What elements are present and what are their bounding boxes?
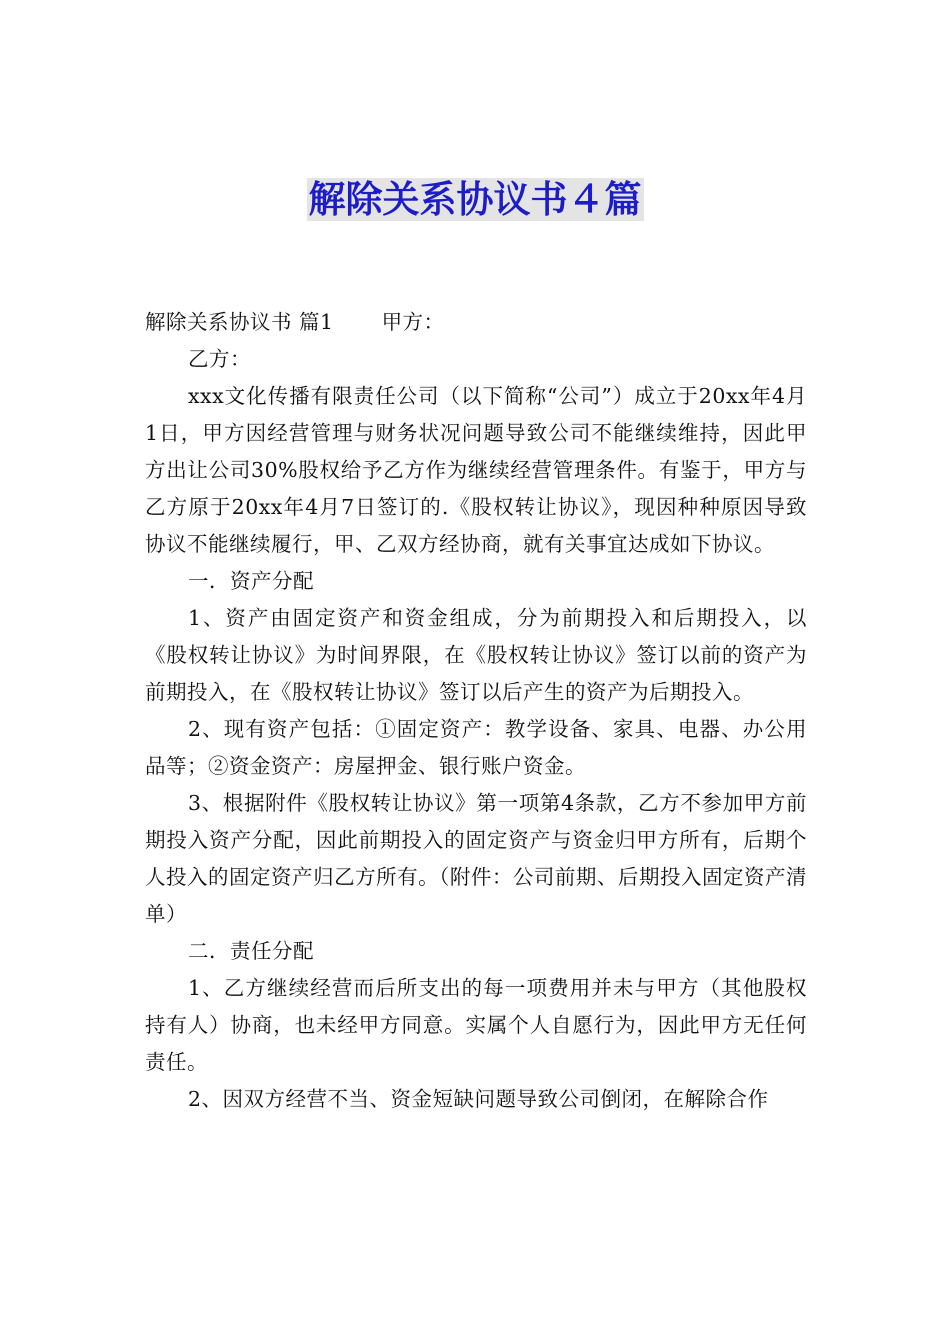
section-heading: 解除关系协议书 篇1 <box>145 310 334 334</box>
liability-clause-1: 1、乙方继续经营而后所支出的每一项费用并未与甲方（其他股权持有人）协商，也未经甲方同意。实属个人自愿行为，因此甲方无任何责任。 <box>145 976 807 1074</box>
party-b-label: 乙方： <box>188 347 251 371</box>
asset-clause-1: 1、资产由固定资产和资金组成，分为前期投入和后期投入，以《股权转让协议》为时间界限，在《股权转让协议》签订以前的资产为前期投入，在《股权转让协议》签订以后产生的资产为后期投入。 <box>145 606 807 704</box>
document-title <box>0 176 950 224</box>
asset-clause-3: 3、根据附件《股权转让协议》第一项第4条款，乙方不参加甲方前期投入资产分配，因此前期投入的固定资产与资金归甲方所有，后期个人投入的固定资产归乙方所有。（附件：公司前期、后期投入固定资产清单） <box>145 791 807 926</box>
document-body <box>145 304 807 1118</box>
document-title-text: 解除关系协议书４篇 <box>308 178 642 221</box>
liability-clause-2: 2、因双方经营不当、资金短缺问题导致公司倒闭，在解除合作 <box>188 1087 769 1111</box>
party-a-label: 甲方： <box>381 310 445 334</box>
intro-paragraph: xxx文化传播有限责任公司（以下简称“公司”）成立于20xx年4月1日，甲方因经营管理与财务状况问题导致公司不能继续维持，因此甲方出让公司30%股权给予乙方作为继续经营管理条件。有鉴于，甲方与乙方原于20xx年4月7日签订的.《股权转让协议》，现因种种原因导致协议不能继续履行，甲、乙双方经协商，就有关事宜达成如下协议。 <box>145 384 807 556</box>
section-heading-line <box>145 304 807 341</box>
section-asset-heading: 一．资产分配 <box>188 569 314 593</box>
section-liability-heading: 二．责任分配 <box>188 939 314 963</box>
asset-clause-2: 2、现有资产包括：①固定资产：教学设备、家具、电器、办公用品等；②资金资产：房屋押金、银行账户资金。 <box>145 717 807 778</box>
